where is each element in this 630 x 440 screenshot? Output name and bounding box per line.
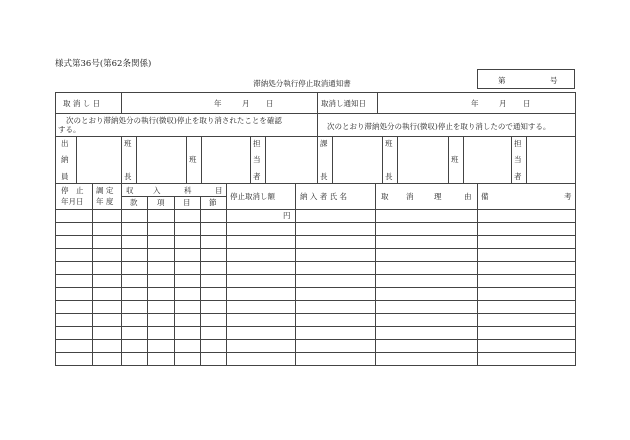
col-divider: [265, 136, 266, 183]
form-number: 様式第36号(第62条関係): [55, 59, 152, 69]
tantosha-label: 担 当 者: [253, 139, 261, 181]
col-divider: [463, 136, 464, 183]
col-divider: [317, 113, 318, 136]
col-divider: [526, 136, 527, 183]
number-go-label: 号: [550, 76, 558, 85]
header-shunyu-3: 科: [184, 186, 192, 195]
notify-year-label: 年: [471, 99, 479, 108]
row-divider: [56, 339, 575, 340]
kacho-label: 課 長: [320, 139, 328, 181]
header-teishi: 停 止: [61, 186, 84, 195]
col-divider: [511, 136, 512, 183]
header-chotei-year: 年 度: [96, 197, 114, 206]
header-payer-name: 納 入 者 氏 名: [300, 192, 348, 201]
notify-date-label: 取消し通知日: [321, 99, 366, 108]
tantosha2-label: 担 当 者: [514, 139, 522, 181]
row-divider: [56, 136, 575, 137]
header-chotei: 調 定: [96, 186, 114, 195]
hancho-label: 班 長: [124, 139, 132, 181]
col-divider: [382, 136, 383, 183]
row-divider: [56, 261, 575, 262]
col-divider: [332, 136, 333, 183]
cancel-year-label: 年: [214, 99, 222, 108]
col-divider: [317, 93, 318, 113]
header-reason-1: 取: [381, 192, 389, 201]
row-divider: [56, 326, 575, 327]
document-number-box[interactable]: [477, 69, 575, 89]
col-divider: [250, 136, 251, 183]
suinoin-label: 出 納 員: [61, 139, 69, 181]
header-reason-4: 由: [464, 192, 472, 201]
confirm-text-line1: 次のとおり滞納処分の執行(徴収)停止を取り消されたことを確認: [66, 116, 282, 125]
row-divider: [56, 313, 575, 314]
header-biko-right: 考: [564, 192, 572, 201]
cancel-day-label: 日: [266, 99, 274, 108]
cancel-date-label: 取 消 し 日: [63, 99, 101, 108]
row-divider: [56, 235, 575, 236]
row-divider: [56, 183, 575, 184]
row-divider: [56, 209, 575, 210]
col-divider: [397, 136, 398, 183]
col-divider: [186, 136, 187, 183]
header-amount: 停止取消し額: [230, 192, 275, 201]
header-ko: 項: [157, 198, 165, 207]
row-divider: [56, 287, 575, 288]
han2-label: 班: [451, 155, 459, 164]
han-label: 班: [189, 155, 197, 164]
header-reason-3: 理: [434, 192, 442, 201]
document-title: 滞納処分執行停止取消通知書: [253, 79, 351, 88]
col-divider: [201, 136, 202, 183]
header-kan: 款: [130, 198, 138, 207]
row-divider: [56, 300, 575, 301]
col-divider: [76, 136, 77, 183]
header-shunyu-2: 入: [153, 186, 161, 195]
row-divider: [56, 222, 575, 223]
cancel-month-label: 月: [242, 99, 250, 108]
col-divider: [377, 93, 378, 113]
col-divider: [448, 136, 449, 183]
form-sheet: [55, 92, 576, 366]
hancho2-label: 班 長: [385, 139, 393, 181]
header-setsu: 節: [209, 198, 217, 207]
header-moku: 目: [183, 198, 191, 207]
header-biko-left: 備: [481, 192, 489, 201]
header-shunyu-1: 収: [126, 186, 134, 195]
row-divider: [56, 113, 575, 114]
notify-month-label: 月: [499, 99, 507, 108]
header-teishi-date: 年月日: [61, 197, 84, 206]
col-divider: [317, 136, 318, 183]
notify-text: 次のとおり滞納処分の執行(徴収)停止を取り消したので通知する。: [327, 122, 551, 131]
number-dai-label: 第: [498, 76, 506, 85]
col-divider: [136, 136, 137, 183]
confirm-text-line2: する。: [58, 125, 81, 134]
row-divider: [56, 248, 575, 249]
yen-unit: 円: [283, 211, 291, 220]
header-reason-2: 消: [406, 192, 414, 201]
row-divider: [56, 352, 575, 353]
header-shunyu-4: 目: [215, 186, 223, 195]
row-divider: [56, 274, 575, 275]
col-divider: [121, 136, 122, 183]
col-divider: [121, 93, 122, 113]
notify-day-label: 日: [523, 99, 531, 108]
